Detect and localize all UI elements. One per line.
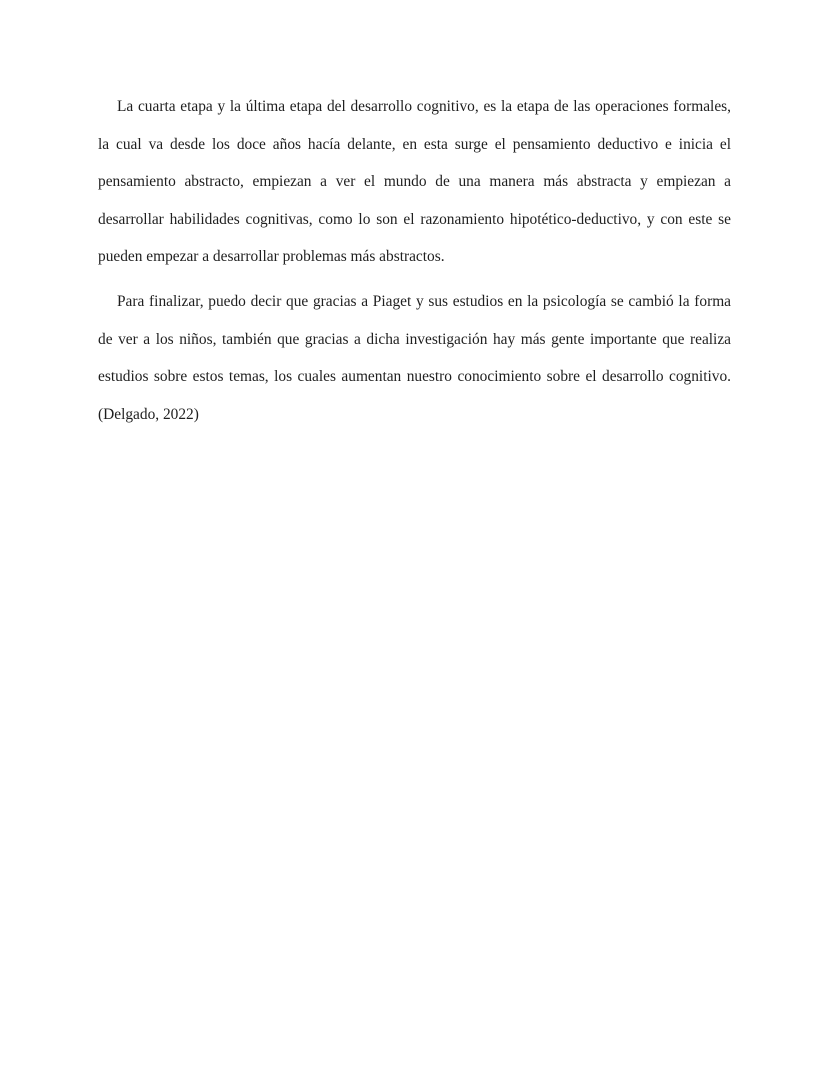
- paragraph-formal-operations: La cuarta etapa y la última etapa del desarrollo cognitivo, es la etapa de las operaciones formales, la cual va desde los doce años hacía delante, en esta surge el pensamiento deductivo e inicia el pensamiento abstracto, empiezan a ver el mundo de una manera más abstracta y empiezan a desarrollar habilidades cognitivas, como lo son el razonamiento hipotético-deductivo, y con este se pueden empezar a desarrollar problemas más abstractos.: [98, 98, 731, 266]
- document-body: [98, 88, 731, 440]
- paragraph-conclusion: Para finalizar, puedo decir que gracias a Piaget y sus estudios en la psicología se cambió la forma de ver a los niños, también que gracias a dicha investigación hay más gente importante que realiza estudios sobre estos temas, los cuales aumentan nuestro conocimiento sobre el desarrollo cognitivo. (Delgado, 2022): [98, 292, 731, 423]
